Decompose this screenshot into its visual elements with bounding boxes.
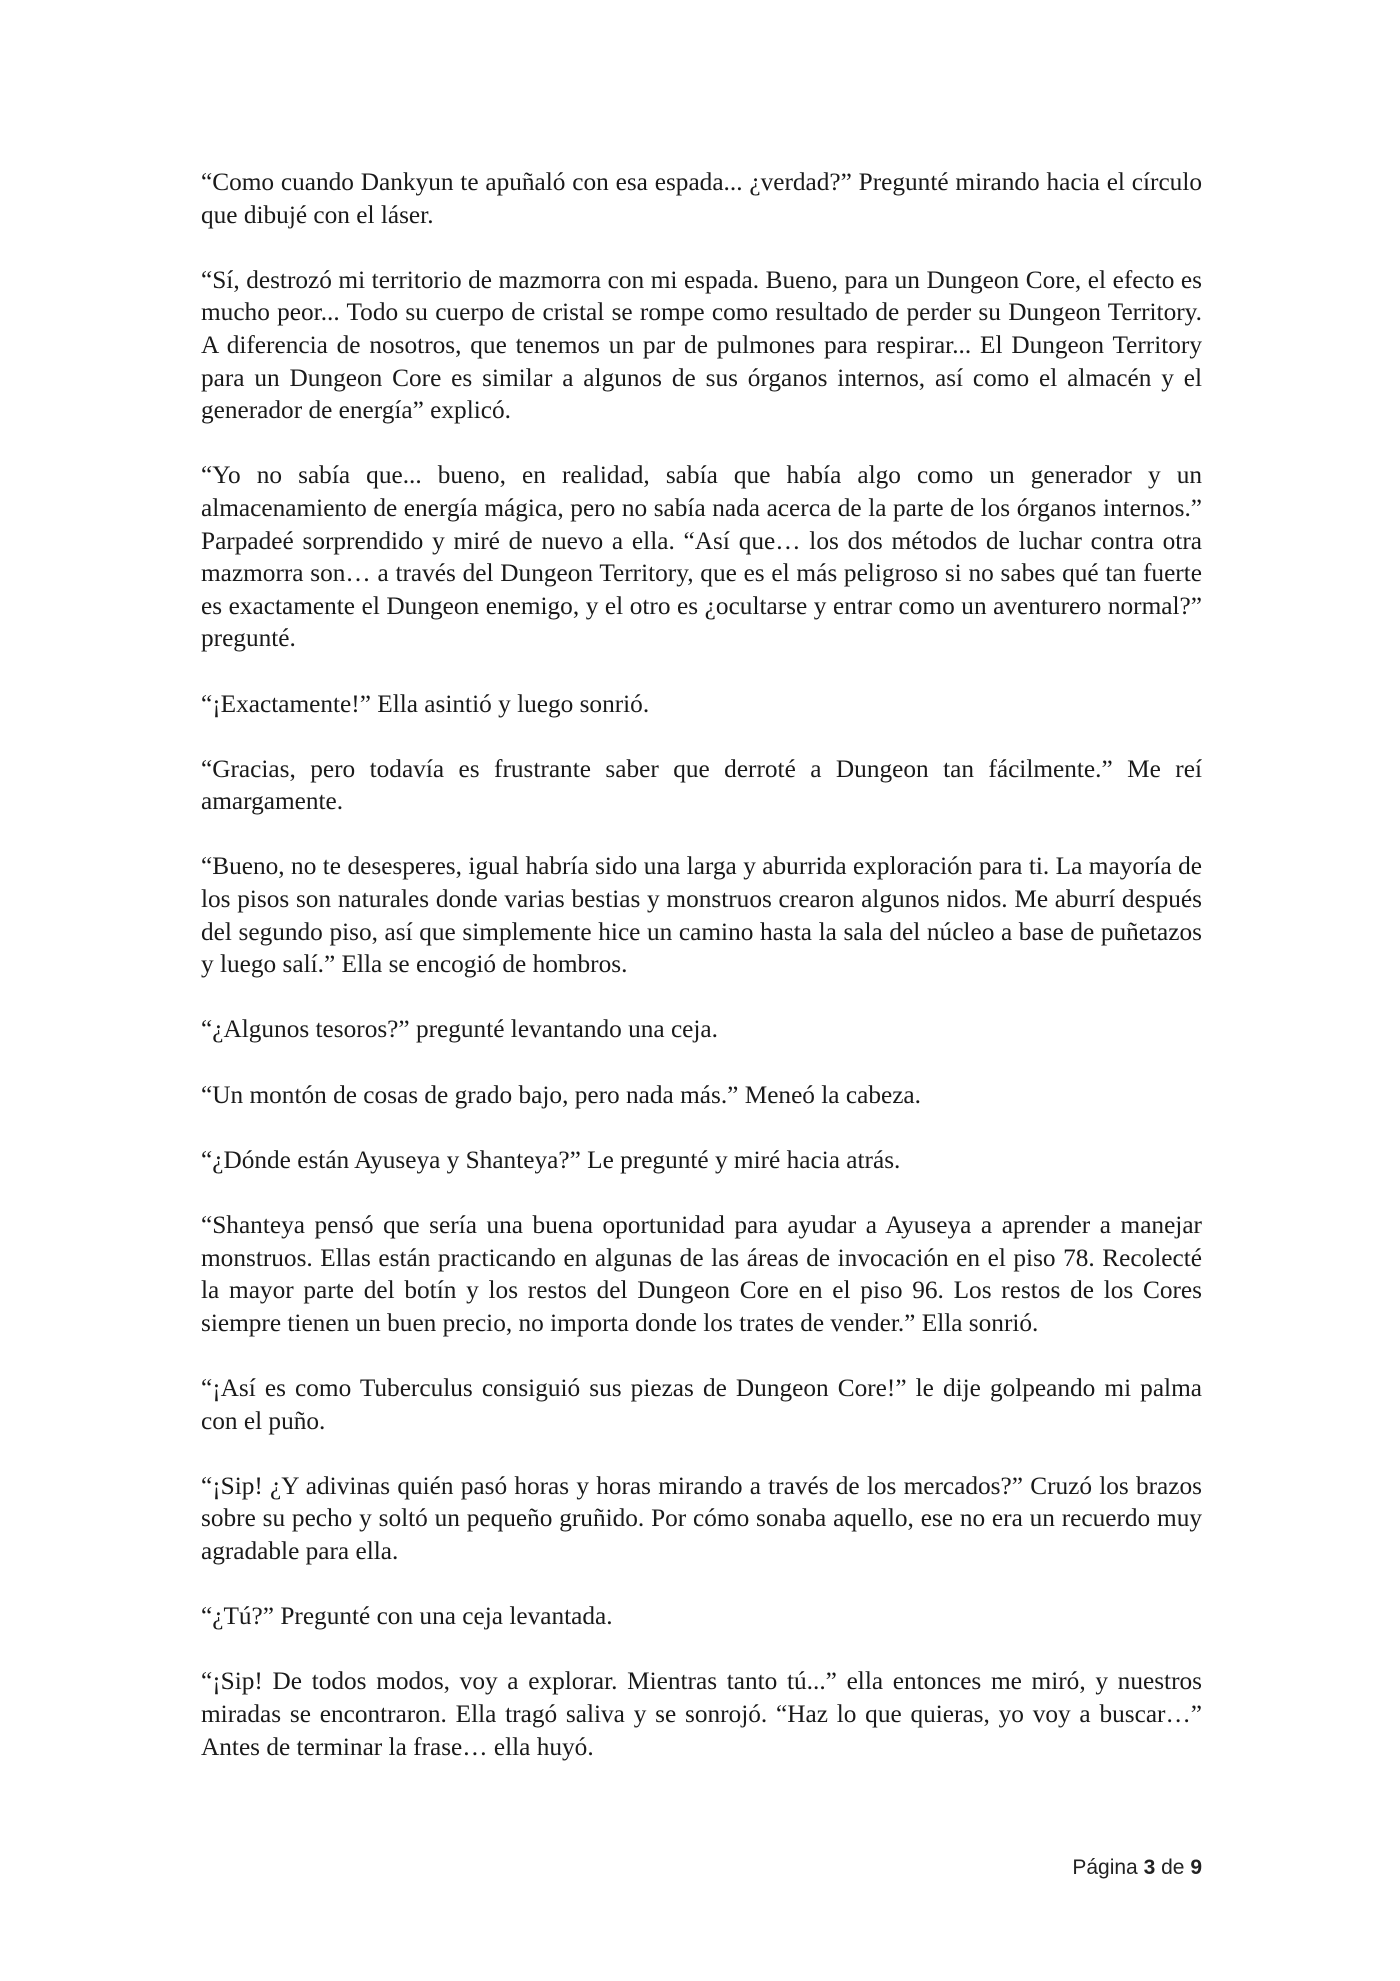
current-page-number: 3: [1143, 1856, 1156, 1879]
paragraph-14: “¡Sip! De todos modos, voy a explorar. Mientras tanto tú...” ella entonces me miró, y nuestros miradas se encontraron. Ella tragó saliva y se sonrojó. “Haz lo que quieras, yo voy a buscar…” Antes de terminar la frase… ella huyó.: [201, 1667, 1202, 1761]
paragraph-8: “Un montón de cosas de grado bajo, pero nada más.” Meneó la cabeza.: [201, 1080, 921, 1109]
page-label: Página: [1072, 1856, 1138, 1879]
page-footer: [1072, 1856, 1202, 1880]
paragraph-3: “Yo no sabía que... bueno, en realidad, sabía que había algo como un generador y un almacenamiento de energía mágica, pero no sabía nada acerca de la parte de los órganos internos.” Parpadeé sorprendido y miré de nuevo a ella. “Así que… los dos métodos de luchar contra otra mazmorra son… a través del Dungeon Territory, que es el más peligroso si no sabes qué tan fuerte es exactamente el Dungeon enemigo, y el otro es ¿ocultarse y entrar como un aventurero normal?” pregunté.: [201, 461, 1202, 653]
paragraph-9: “¿Dónde están Ayuseya y Shanteya?” Le pregunté y miré hacia atrás.: [201, 1145, 901, 1174]
paragraph-13: “¿Tú?” Pregunté con una ceja levantada.: [201, 1602, 613, 1631]
paragraph-2: “Sí, destrozó mi territorio de mazmorra con mi espada. Bueno, para un Dungeon Core, el efecto es mucho peor... Todo su cuerpo de cristal se rompe como resultado de perder su Dungeon Territory. A diferencia de nosotros, que tenemos un par de pulmones para respirar... El Dungeon Territory para un Dungeon Core es similar a algunos de sus órganos internos, así como el almacén y el generador de energía” explicó.: [201, 265, 1202, 425]
paragraph-12: “¡Sip! ¿Y adivinas quién pasó horas y horas mirando a través de los mercados?” Cruzó los brazos sobre su pecho y soltó un pequeño gruñido. Por cómo sonaba aquello, ese no era un recuerdo muy agradable para ella.: [201, 1471, 1202, 1565]
paragraph-7: “¿Algunos tesoros?” pregunté levantando una ceja.: [201, 1015, 718, 1044]
paragraph-10: “Shanteya pensó que sería una buena oportunidad para ayudar a Ayuseya a aprender a manejar monstruos. Ellas están practicando en algunas de las áreas de invocación en el piso 78. Recolecté la mayor parte del botín y los restos del Dungeon Core en el piso 96. Los restos de los Cores siempre tienen un buen precio, no importa donde los trates de vender.” Ella sonrió.: [201, 1211, 1202, 1337]
of-label: de: [1161, 1856, 1185, 1879]
total-pages-number: 9: [1190, 1856, 1202, 1879]
paragraph-1: “Como cuando Dankyun te apuñaló con esa espada... ¿verdad?” Pregunté mirando hacia el círculo que dibujé con el láser.: [201, 168, 1202, 229]
paragraph-5: “Gracias, pero todavía es frustrante saber que derroté a Dungeon tan fácilmente.” Me reí amargamente.: [201, 754, 1202, 816]
document-body: [201, 166, 1202, 1796]
paragraph-4: “¡Exactamente!” Ella asintió y luego sonrió.: [201, 689, 650, 718]
paragraph-6: “Bueno, no te desesperes, igual habría sido una larga y aburrida exploración para ti. La mayoría de los pisos son naturales donde varias bestias y monstruos crearon algunos nidos. Me aburrí después del segundo piso, así que simplemente hice un camino hasta la sala del núcleo a base de puñetazos y luego salí.” Ella se encogió de hombros.: [201, 852, 1202, 979]
paragraph-11: “¡Así es como Tuberculus consiguió sus piezas de Dungeon Core!” le dije golpeando mi palma con el puño.: [201, 1373, 1202, 1435]
